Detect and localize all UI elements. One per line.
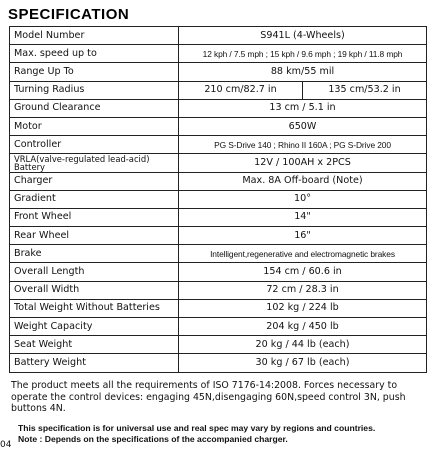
spec-value: 154 cm / 60.6 in <box>179 263 427 281</box>
spec-label: Seat Weight <box>10 336 179 354</box>
spec-value: 13 cm / 5.1 in <box>179 99 427 117</box>
table-row <box>10 117 427 135</box>
spec-value: 10° <box>179 190 427 208</box>
table-row <box>10 136 427 154</box>
spec-label: VRLA(valve-regulated lead-acid) Battery <box>10 154 179 172</box>
compliance-note: The product meets all the requirements of ISO 7176-14:2008. Forces necessary to operate the control devices: engaging 45N,disengaging 60N,speed control 3N, push buttons 4N. <box>11 380 406 415</box>
spec-value: 30 kg / 67 lb (each) <box>179 354 427 372</box>
spec-label: Overall Length <box>10 263 179 281</box>
table-row <box>10 190 427 208</box>
spec-label: Max. speed up to <box>10 45 179 63</box>
table-row <box>10 318 427 336</box>
spec-label: Model Number <box>10 27 179 45</box>
spec-label: Front Wheel <box>10 208 179 226</box>
spec-value: 12V / 100AH x 2PCS <box>179 154 427 172</box>
spec-value: 72 cm / 28.3 in <box>179 281 427 299</box>
charger-note: Note : Depends on the specifications of the accompanied charger. <box>18 434 288 444</box>
spec-value: 12 kph / 7.5 mph ; 15 kph / 9.6 mph ; 19 kph / 11.8 mph <box>179 45 427 63</box>
spec-label: Total Weight Without Batteries <box>10 299 179 317</box>
page-title: SPECIFICATION <box>8 6 130 23</box>
spec-value: 650W <box>179 117 427 135</box>
spec-label: Gradient <box>10 190 179 208</box>
table-row <box>10 263 427 281</box>
spec-label: Overall Width <box>10 281 179 299</box>
table-row <box>10 172 427 190</box>
table-row <box>10 354 427 372</box>
spec-label: Brake <box>10 245 179 263</box>
spec-value: 135 cm/53.2 in <box>303 81 427 99</box>
spec-value: 210 cm/82.7 in <box>179 81 303 99</box>
table-row <box>10 27 427 45</box>
table-row <box>10 245 427 263</box>
disclaimer-line: This specification is for universal use and real spec may vary by regions and countries. <box>18 423 376 433</box>
spec-label: Battery Weight <box>10 354 179 372</box>
table-row <box>10 154 427 172</box>
spec-label: Rear Wheel <box>10 227 179 245</box>
spec-value: Max. 8A Off-board (Note) <box>179 172 427 190</box>
spec-value: 102 kg / 224 lb <box>179 299 427 317</box>
spec-label: Turning Radius <box>10 81 179 99</box>
table-row <box>10 227 427 245</box>
spec-label: Charger <box>10 172 179 190</box>
spec-label: Controller <box>10 136 179 154</box>
table-row <box>10 208 427 226</box>
table-row <box>10 63 427 81</box>
spec-value: Intelligent,regenerative and electromagnetic brakes <box>179 245 427 263</box>
spec-value: 204 kg / 450 lb <box>179 318 427 336</box>
spec-label: Ground Clearance <box>10 99 179 117</box>
specification-table <box>9 26 427 373</box>
disclaimer <box>18 423 432 445</box>
spec-value: 14" <box>179 208 427 226</box>
table-row <box>10 336 427 354</box>
spec-label: Weight Capacity <box>10 318 179 336</box>
spec-label: Range Up To <box>10 63 179 81</box>
spec-value: S941L (4-Wheels) <box>179 27 427 45</box>
table-row <box>10 99 427 117</box>
spec-value: 88 km/55 mil <box>179 63 427 81</box>
table-row <box>10 281 427 299</box>
page-number: 04 <box>0 440 12 450</box>
spec-value: 16" <box>179 227 427 245</box>
table-row <box>10 45 427 63</box>
spec-value: 20 kg / 44 lb (each) <box>179 336 427 354</box>
table-row <box>10 81 427 99</box>
spec-label: Motor <box>10 117 179 135</box>
spec-value: PG S-Drive 140 ; Rhino II 160A ; PG S-Drive 200 <box>179 136 427 154</box>
table-row <box>10 299 427 317</box>
